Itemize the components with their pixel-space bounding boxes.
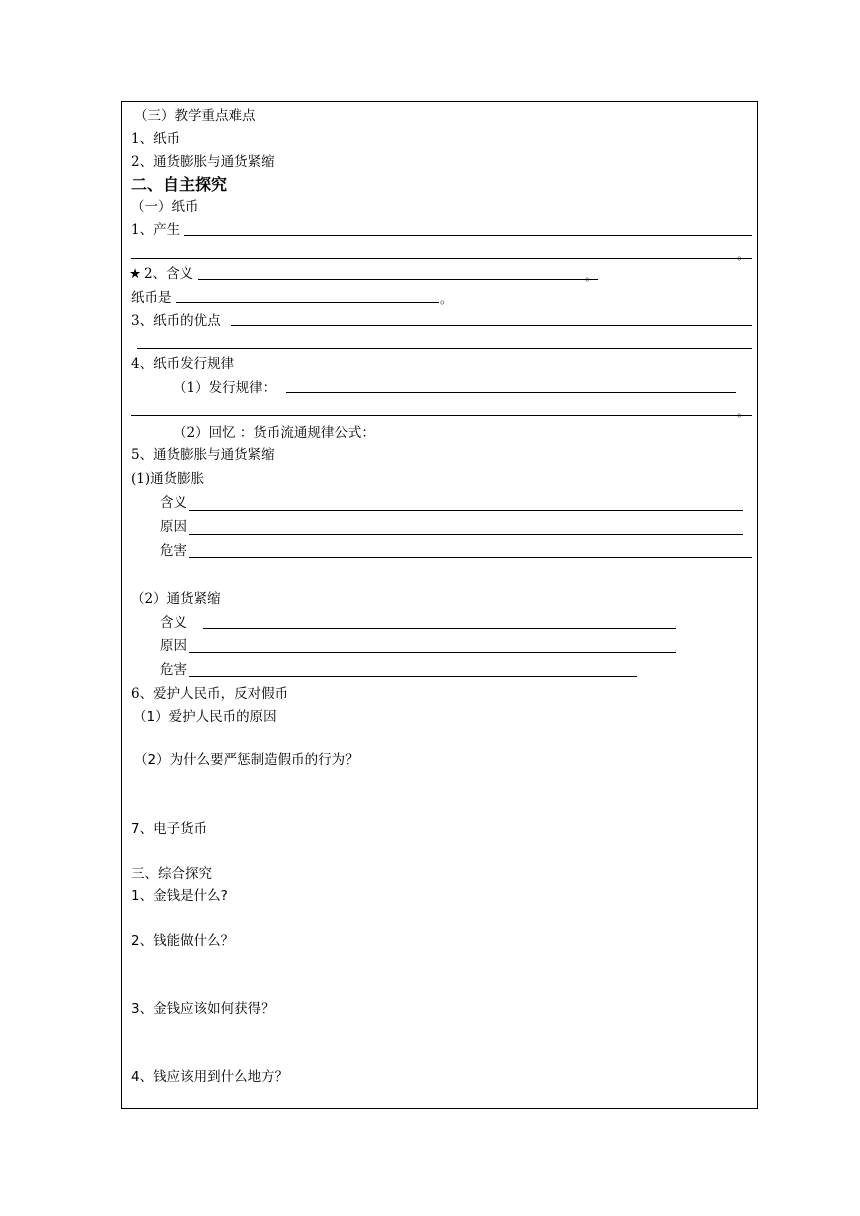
q4-1-answer-line[interactable] bbox=[286, 392, 736, 393]
q5-2-label: （2）通货紧缩 bbox=[131, 591, 221, 607]
q7-label: 7、电子货币 bbox=[131, 821, 208, 837]
q5-1-label: (1)通货膨胀 bbox=[131, 471, 205, 487]
q4-1-period: 。 bbox=[737, 405, 750, 419]
deflation-harm-line[interactable] bbox=[189, 676, 637, 677]
inflation-meaning-line[interactable] bbox=[189, 510, 743, 511]
key-point-2: 2、通货膨胀与通货紧缩 bbox=[131, 154, 275, 170]
q6-label: 6、爱护人民币，反对假币 bbox=[131, 686, 289, 702]
q1-label: 1、产生 bbox=[131, 222, 181, 238]
c3-label: 3、金钱应该如何获得？ bbox=[131, 1001, 275, 1017]
q2-star: ★ bbox=[129, 266, 142, 282]
inflation-harm-line[interactable] bbox=[189, 557, 752, 558]
q4-1-label: （1）发行规律： bbox=[173, 380, 277, 396]
deflation-cause-line[interactable] bbox=[189, 652, 676, 653]
q4-label: 4、纸币发行规律 bbox=[131, 356, 235, 372]
key-point-1: 1、纸币 bbox=[131, 131, 181, 147]
q1-answer-line[interactable] bbox=[184, 235, 752, 236]
paper-is-answer-line[interactable] bbox=[176, 302, 439, 303]
q2-label: 2、含义 bbox=[144, 266, 194, 282]
q6-1-label: （1）爱护人民币的原因 bbox=[133, 709, 277, 725]
sub1-paper-money: （一）纸币 bbox=[131, 199, 199, 215]
section2-title: 二、自主探究 bbox=[131, 175, 228, 194]
q1-answer-line-2[interactable] bbox=[131, 258, 752, 259]
q5-label: 5、通货膨胀与通货紧缩 bbox=[131, 447, 275, 463]
q1-period: 。 bbox=[737, 248, 750, 262]
key-points-heading: （三）教学重点难点 bbox=[134, 108, 256, 124]
section3-title: 三、综合探究 bbox=[131, 866, 212, 882]
inflation-cause-label: 原因 bbox=[160, 519, 187, 535]
q3-answer-line[interactable] bbox=[231, 325, 752, 326]
paper-is-label: 纸币是 bbox=[131, 290, 172, 306]
deflation-cause-label: 原因 bbox=[160, 638, 187, 654]
c2-label: 2、钱能做什么？ bbox=[131, 933, 235, 949]
q2-period: 。 bbox=[585, 269, 598, 283]
q4-2-label: （2）回忆 ：货币流通规律公式： bbox=[173, 425, 375, 441]
c1-label: 1、金钱是什么? bbox=[131, 888, 228, 904]
paper-is-period: 。 bbox=[440, 292, 453, 306]
inflation-cause-line[interactable] bbox=[189, 534, 743, 535]
deflation-harm-label: 危害 bbox=[160, 662, 187, 678]
deflation-meaning-line[interactable] bbox=[203, 628, 676, 629]
inflation-harm-label: 危害 bbox=[160, 543, 187, 559]
deflation-meaning-label: 含义 bbox=[160, 615, 187, 631]
q3-label: 3、纸币的优点 bbox=[131, 313, 221, 329]
q3-answer-line-2[interactable] bbox=[137, 348, 752, 349]
c4-label: 4、钱应该用到什么地方？ bbox=[131, 1069, 289, 1085]
q6-2-label: （2）为什么要严惩制造假币的行为？ bbox=[134, 752, 359, 768]
inflation-meaning-label: 含义 bbox=[160, 495, 187, 511]
q2-answer-line[interactable] bbox=[198, 279, 598, 280]
q4-1-answer-line-2[interactable] bbox=[131, 415, 752, 416]
